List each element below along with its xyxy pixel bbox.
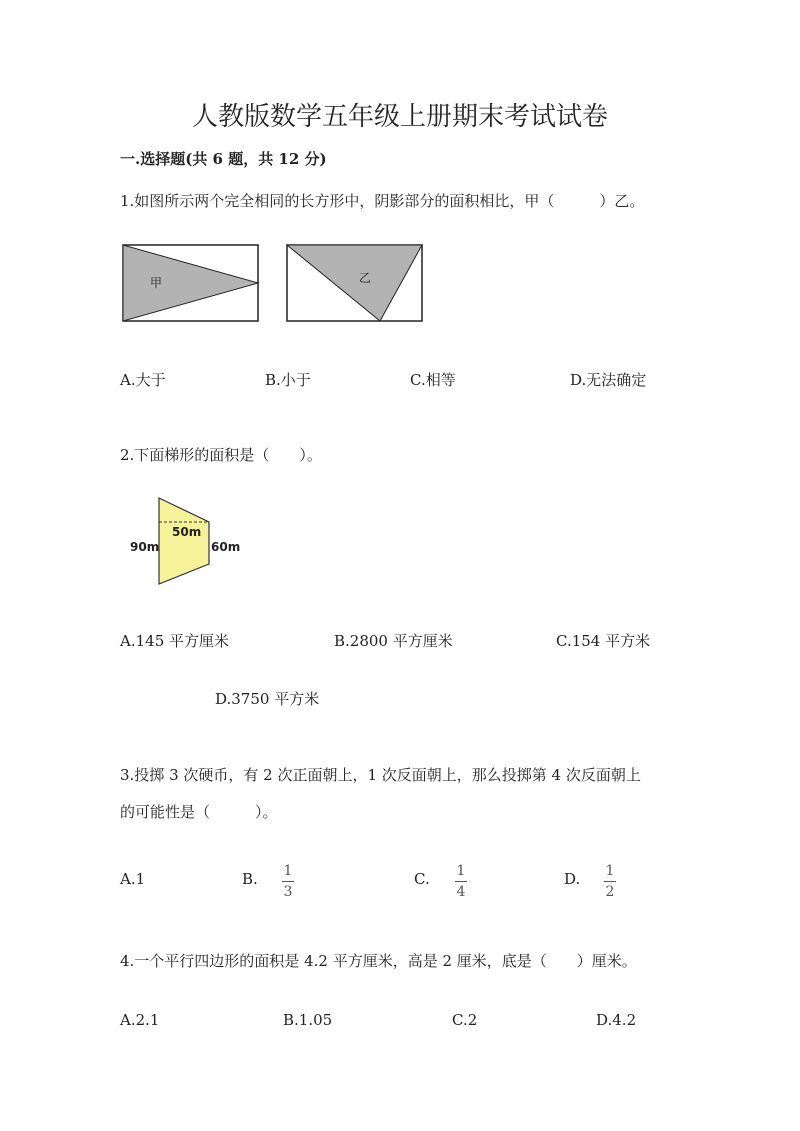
question-2-figure — [125, 494, 245, 590]
q2-option-c[interactable]: C.154 平方米 — [556, 632, 651, 650]
q4-option-c[interactable]: C.2 — [452, 1011, 478, 1029]
q3-option-a[interactable] — [120, 870, 145, 888]
q3-option-b-fraction — [282, 864, 294, 899]
label-60m: 60m — [211, 540, 241, 554]
fraction-numerator: 1 — [456, 863, 466, 879]
fraction-bar — [455, 881, 467, 882]
q1-option-c[interactable]: C.相等 — [410, 371, 456, 389]
question-1-figure — [122, 244, 428, 324]
q1-option-b[interactable]: B.小于 — [265, 371, 311, 389]
section-heading: 一.选择题(共 6 题，共 12 分) — [120, 150, 327, 168]
q3-option-d-label[interactable]: D. — [564, 870, 581, 888]
label-jia: 甲 — [150, 276, 163, 290]
page-title: 人教版数学五年级上册期末考试试卷 — [191, 102, 608, 132]
fraction-bar — [604, 881, 616, 882]
q2-option-d[interactable]: D.3750 平方米 — [215, 690, 320, 708]
q4-option-b[interactable]: B.1.05 — [283, 1011, 333, 1029]
fraction-denominator: 4 — [456, 884, 466, 900]
q3-option-a-label: A. — [120, 870, 136, 888]
fraction-numerator: 1 — [283, 863, 293, 879]
fraction-bar — [282, 881, 294, 882]
question-3-line-2: 的可能性是（ ）。 — [120, 803, 278, 821]
q3-option-c-label[interactable]: C. — [414, 870, 430, 888]
fraction-denominator: 2 — [605, 884, 615, 900]
q4-option-d[interactable]: D.4.2 — [596, 1011, 637, 1029]
question-1-text: 1.如图所示两个完全相同的长方形中，阴影部分的面积相比，甲（ ）乙。 — [120, 192, 645, 210]
fraction-numerator: 1 — [605, 863, 615, 879]
label-50m: 50m — [172, 525, 202, 539]
label-90m: 90m — [130, 540, 160, 554]
label-yi: 乙 — [359, 271, 372, 285]
question-2-text: 2.下面梯形的面积是（ ）。 — [120, 446, 322, 464]
question-3-line-1: 3.投掷 3 次硬币，有 2 次正面朝上，1 次反面朝上，那么投掷第 4 次反面朝上 — [120, 766, 641, 784]
q3-option-d-fraction — [604, 864, 616, 899]
q4-option-a[interactable]: A.2.1 — [120, 1011, 160, 1029]
q3-option-b-label[interactable]: B. — [242, 870, 258, 888]
q3-option-c-fraction — [455, 864, 467, 899]
trapezoid-shape — [159, 498, 209, 584]
fraction-denominator: 3 — [283, 884, 293, 900]
q2-option-b[interactable]: B.2800 平方厘米 — [334, 632, 453, 650]
q2-option-a[interactable]: A.145 平方厘米 — [120, 632, 229, 650]
question-4-text: 4.一个平行四边形的面积是 4.2 平方厘米，高是 2 厘米，底是（ ）厘米。 — [120, 952, 637, 970]
q3-option-a-value: 1 — [135, 870, 146, 888]
q1-option-d[interactable]: D.无法确定 — [570, 371, 647, 389]
q1-option-a[interactable]: A.大于 — [120, 371, 166, 389]
